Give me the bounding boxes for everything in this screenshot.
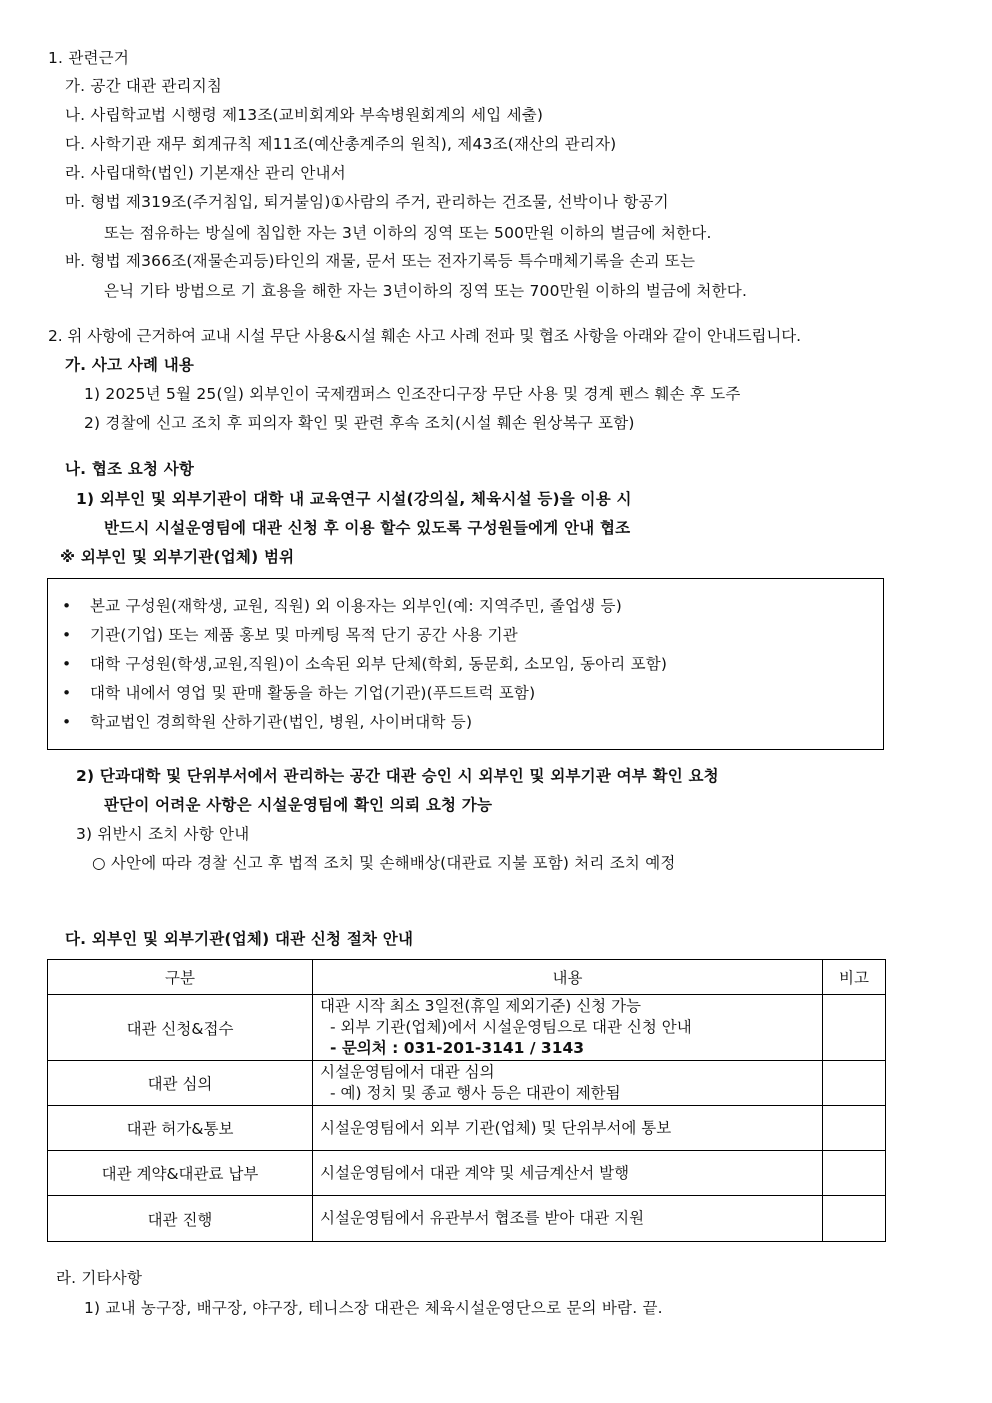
bullet-icon: • — [62, 655, 72, 673]
row-note — [823, 1151, 886, 1196]
row-note — [823, 995, 886, 1061]
scope-item: • 학교법인 경희학원 산하기관(법인, 병원, 사이버대학 등) — [62, 713, 473, 731]
header-note: 비고 — [823, 960, 886, 995]
incident-item: 2) 경찰에 신고 조치 후 피의자 확인 및 관련 후속 조치(시설 훼손 원상복구 포함) — [84, 414, 635, 432]
other-item: 1) 교내 농구장, 배구장, 야구장, 테니스장 대관은 체육시설운영단으로 문의 바람. 끝. — [84, 1299, 663, 1317]
other-title: 라. 기타사항 — [56, 1269, 143, 1287]
request-item-1-continued: 반드시 시설운영팀에 대관 신청 후 이용 할수 있도록 구성원들에게 안내 협조 — [104, 519, 631, 537]
row-content: 시설운영팀에서 외부 기관(업체) 및 단위부서에 통보 — [313, 1106, 823, 1151]
request-item-2: 2) 단과대학 및 단위부서에서 관리하는 공간 대관 승인 시 외부인 및 외부기관 여부 확인 요청 — [76, 767, 719, 785]
scope-item: • 대학 구성원(학생,교원,직원)이 소속된 외부 단체(학회, 동문회, 소모임, 동아리 포함) — [62, 655, 668, 673]
row-note — [823, 1106, 886, 1151]
incident-title: 가. 사고 사례 내용 — [65, 356, 195, 374]
basis-item-continued: 은닉 기타 방법으로 기 효용을 해한 자는 3년이하의 징역 또는 700만원 이하의 벌금에 처한다. — [104, 282, 748, 300]
basis-item: 마. 형법 제319조(주거침입, 퇴거불임)①사람의 주거, 관리하는 건조물, 선박이나 항공기 — [65, 193, 669, 211]
table-row — [48, 1061, 886, 1106]
basis-item: 다. 사학기관 재무 회계규칙 제11조(예산총계주의 원칙), 제43조(재산의 관리자) — [65, 135, 617, 153]
request-item-2-continued: 판단이 어려운 사항은 시설운영팀에 확인 의뢰 요청 가능 — [104, 796, 493, 814]
basis-item: 가. 공간 대관 관리지침 — [65, 77, 223, 95]
scope-note-title: ※ 외부인 및 외부기관(업체) 범위 — [60, 548, 295, 566]
header-content: 내용 — [313, 960, 823, 995]
section1-heading: 1. 관련근거 — [48, 49, 130, 67]
bullet-icon: • — [62, 626, 72, 644]
scope-box — [47, 578, 884, 750]
section2-heading: 2. 위 사항에 근거하여 교내 시설 무단 사용&시설 훼손 사고 사례 전파 및 협조 사항을 아래와 같이 안내드립니다. — [48, 327, 802, 345]
request-item-1: 1) 외부인 및 외부기관이 대학 내 교육연구 시설(강의실, 체육시설 등)을 이용 시 — [76, 490, 632, 508]
row-category: 대관 계약&대관료 납부 — [48, 1151, 313, 1196]
table-header-row — [48, 960, 886, 995]
row-category: 대관 허가&통보 — [48, 1106, 313, 1151]
row-category: 대관 심의 — [48, 1061, 313, 1106]
row-content: 시설운영팀에서 유관부서 협조를 받아 대관 지원 — [313, 1196, 823, 1242]
scope-item: • 본교 구성원(재학생, 교원, 직원) 외 이용자는 외부인(예: 지역주민, 졸업생 등) — [62, 597, 622, 615]
header-category: 구분 — [48, 960, 313, 995]
procedure-table — [47, 959, 886, 1242]
bullet-icon: • — [62, 597, 72, 615]
row-content: 시설운영팀에서 대관 계약 및 세금계산서 발행 — [313, 1151, 823, 1196]
row-content: 시설운영팀에서 대관 심의 - 예) 정치 및 종교 행사 등은 대관이 제한됨 — [313, 1061, 823, 1106]
violation-item: ○ 사안에 따라 경찰 신고 후 법적 조치 및 손해배상(대관료 지불 포함) 처리 조치 예정 — [92, 854, 676, 872]
request-title: 나. 협조 요청 사항 — [65, 460, 195, 478]
bullet-icon: • — [62, 684, 72, 702]
incident-item: 1) 2025년 5월 25(일) 외부인이 국제캠퍼스 인조잔디구장 무단 사용 및 경계 펜스 훼손 후 도주 — [84, 385, 741, 403]
scope-item: • 대학 내에서 영업 및 판매 활동을 하는 기업(기관)(푸드트럭 포함) — [62, 684, 536, 702]
basis-item: 바. 형법 제366조(재물손괴등)타인의 재물, 문서 또는 전자기록등 특수매체기록을 손괴 또는 — [65, 252, 696, 270]
basis-item: 나. 사립학교법 시행령 제13조(교비회계와 부속병원회계의 세입 세출) — [65, 106, 544, 124]
table-row — [48, 1196, 886, 1242]
bullet-icon: • — [62, 713, 72, 731]
table-row — [48, 1151, 886, 1196]
row-note — [823, 1061, 886, 1106]
row-content: 대관 시작 최소 3일전(휴일 제외기준) 신청 가능 - 외부 기관(업체)에서 시설운영팀으로 대관 신청 안내 - 문의처 : 031-201-3141 / 3143 — [313, 995, 823, 1061]
table-row — [48, 995, 886, 1061]
row-category: 대관 신청&접수 — [48, 995, 313, 1061]
violation-title: 3) 위반시 조치 사항 안내 — [76, 825, 250, 843]
row-note — [823, 1196, 886, 1242]
row-category: 대관 진행 — [48, 1196, 313, 1242]
basis-item-continued: 또는 점유하는 방실에 침입한 자는 3년 이하의 징역 또는 500만원 이하의 벌금에 처한다. — [104, 224, 712, 242]
scope-item: • 기관(기업) 또는 제품 홍보 및 마케팅 목적 단기 공간 사용 기관 — [62, 626, 518, 644]
table-row — [48, 1106, 886, 1151]
procedure-title: 다. 외부인 및 외부기관(업체) 대관 신청 절차 안내 — [65, 930, 414, 948]
basis-item: 라. 사립대학(법인) 기본재산 관리 안내서 — [65, 164, 346, 182]
